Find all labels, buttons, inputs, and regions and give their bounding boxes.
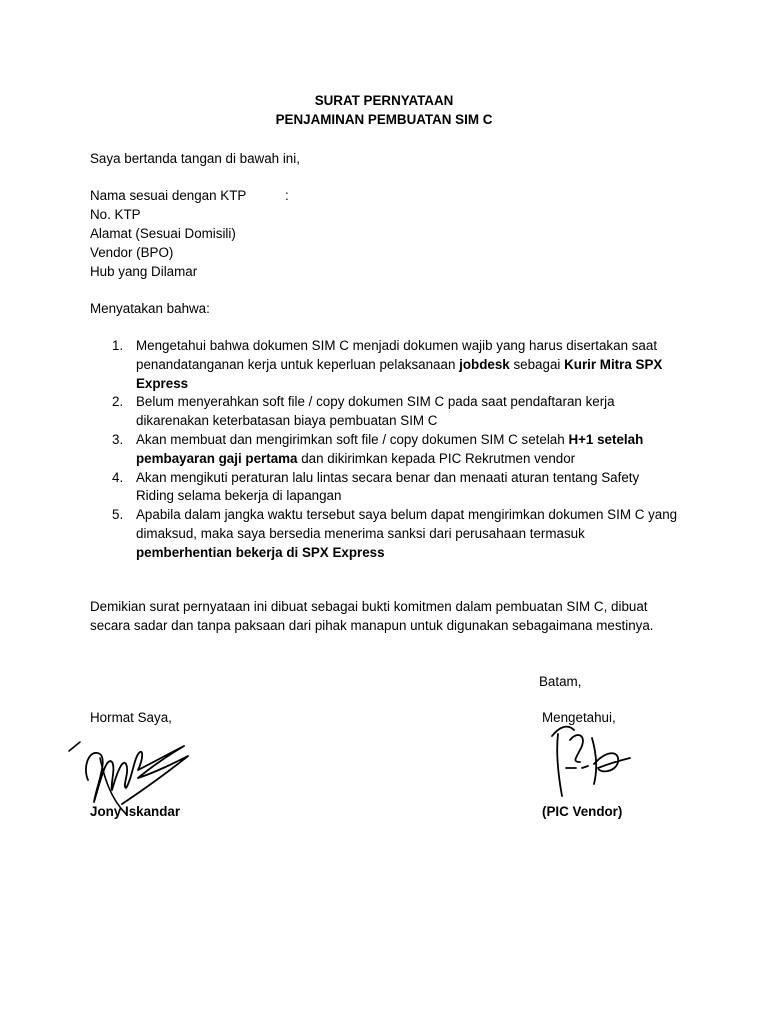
list-item	[90, 506, 680, 562]
field-address-label: Alamat (Sesuai Domisili)	[90, 226, 236, 241]
list-item-text: Akan mengikuti peraturan lalu lintas secara benar dan menaati aturan tentang Safety Riding selama bekerja di lapangan	[136, 469, 640, 504]
list-item-number: 1.	[112, 338, 124, 353]
intro-text: Saya bertanda tangan di bawah ini,	[90, 151, 300, 166]
list-item-number: 4.	[112, 469, 124, 485]
left-greeting: Hormat Saya,	[90, 710, 172, 725]
list-item-text: dan dikirimkan kepada PIC Rekrutmen vendor	[297, 450, 576, 466]
left-signer-name: Jony Iskandar	[90, 804, 181, 819]
list-item-number: 2.	[112, 394, 124, 410]
place-date: Batam,	[539, 674, 582, 689]
list-item-bold: jobdesk	[459, 356, 510, 372]
statement-intro: Menyatakan bahwa:	[90, 301, 210, 316]
field-hub-label: Hub yang Dilamar	[90, 264, 198, 279]
list-item-bold: Kurir Mitra SPX Express	[136, 356, 663, 391]
list-item-bold: pemberhentian bekerja di SPX Express	[136, 544, 385, 560]
list-item-text: Apabila dalam jangka waktu tersebut saya belum dapat mengirimkan dokumen SIM C yang dimaksud, maka saya bersedia menerima sanksi dari perusahaan termasuk	[136, 507, 678, 541]
right-greeting: Mengetahui,	[542, 710, 616, 725]
document-subtitle: PENJAMINAN PEMBUATAN SIM C	[275, 112, 493, 127]
list-item	[90, 393, 680, 431]
list-item-text: Belum menyerahkan soft file / copy dokumen SIM C pada saat pendaftaran kerja dikarenakan keterbatasan biaya pembuatan SIM C	[136, 394, 615, 429]
field-ktp-label: No. KTP	[90, 207, 141, 222]
list-item-bold: H+1 setelah pembayaran gaji pertama	[136, 431, 644, 466]
list-item	[90, 337, 680, 393]
list-item	[90, 431, 680, 469]
list-item-number: 3.	[112, 431, 124, 447]
field-vendor-label: Vendor (BPO)	[90, 245, 174, 260]
list-item-text: sebagai	[509, 356, 565, 372]
field-name-label: Nama sesuai dengan KTP	[90, 188, 247, 203]
field-name-separator: :	[285, 188, 289, 203]
list-item-text: Akan membuat dan mengirimkan soft file / copy dokumen SIM C setelah	[136, 431, 569, 447]
document-title: SURAT PERNYATAAN	[314, 93, 454, 108]
closing-paragraph: Demikian surat pernyataan ini dibuat sebagai bukti komitmen dalam pembuatan SIM C, dibuat secara sadar dan tanpa paksaan dari pihak manapun untuk digunakan sebagaimana mestinya.	[90, 599, 654, 633]
signature-right-icon	[548, 722, 638, 802]
statement-list	[90, 337, 680, 563]
list-item-text: Mengetahui bahwa dokumen SIM C menjadi dokumen wajib yang harus disertakan saat penandatanganan kerja untuk keperluan pelaksanaan	[136, 338, 658, 372]
list-item	[90, 469, 680, 507]
list-item-number: 5.	[112, 507, 124, 523]
right-signer-name: (PIC Vendor)	[542, 804, 623, 819]
